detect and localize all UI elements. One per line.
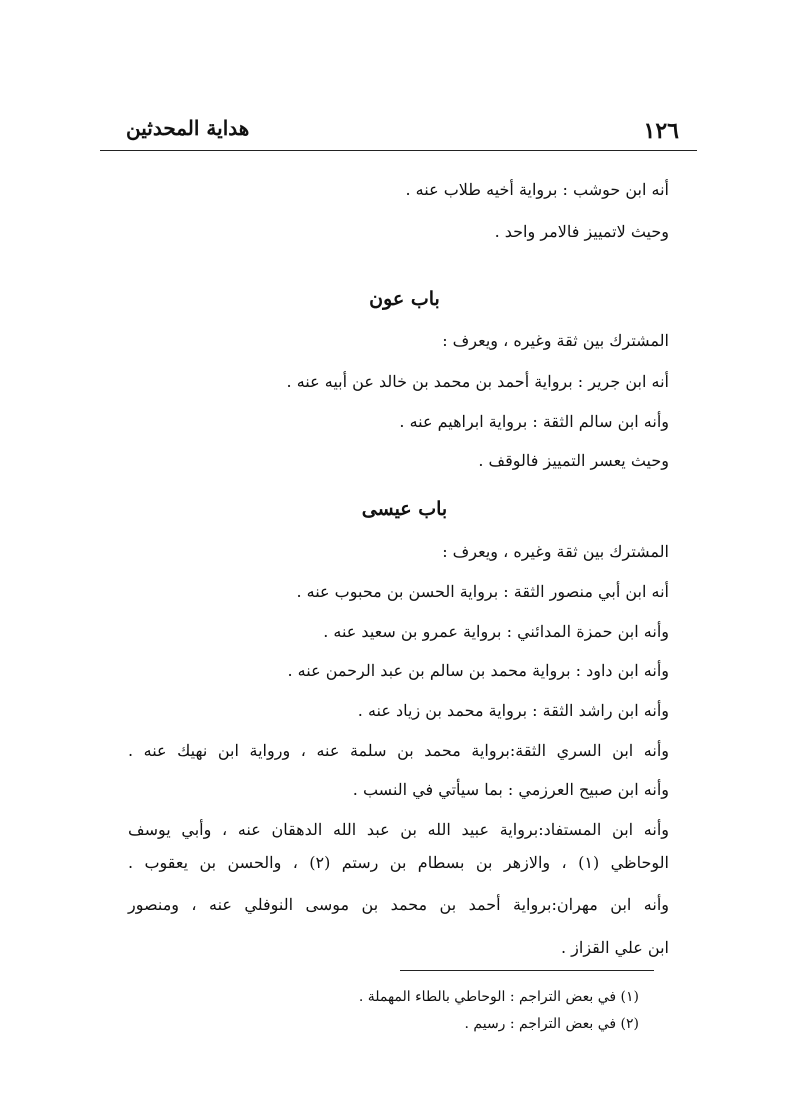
footnote: (٢) في بعض التراجم : رسيم . <box>464 1016 639 1032</box>
text-line: وأنه ابن راشد الثقة : برواية محمد بن زياد عنه . <box>357 701 669 720</box>
page-number: ١٢٦ <box>643 118 679 144</box>
text-line: وحيث يعسر التمييز فالوقف . <box>478 451 669 470</box>
running-title: هداية المحدثين <box>126 116 250 140</box>
text-line: الوحاظي (١) ، والازهر بن بسطام بن رستم (٢) ، والحسن بن يعقوب . <box>128 853 669 872</box>
text-line: وأنه ابن المستفاد:برواية عبيد الله بن عبد الله الدهقان عنه ، وأبي يوسف <box>128 820 669 839</box>
text-line: المشترك بين ثقة وغيره ، ويعرف : <box>442 542 669 561</box>
text-line: وأنه ابن صبيح العرزمي : بما سيأتي في النسب . <box>352 780 669 799</box>
header-rule <box>100 150 697 151</box>
section-heading-awn: باب عون <box>369 288 440 310</box>
footnote: (١) في بعض التراجم : الوحاطي بالطاء المهملة . <box>358 989 639 1005</box>
text-line: ابن علي القزاز . <box>560 938 669 957</box>
section-heading-isa: باب عيسى <box>361 498 448 520</box>
text-line: أنه ابن حوشب : برواية أخيه طلاب عنه . <box>405 180 669 199</box>
text-line: وحيث لاتمييز فالامر واحد . <box>494 222 669 241</box>
text-line: وأنه ابن السري الثقة:برواية محمد بن سلمة عنه ، ورواية ابن نهيك عنه . <box>128 741 669 760</box>
text-line: أنه ابن جرير : برواية أحمد بن محمد بن خالد عن أبيه عنه . <box>286 372 669 391</box>
footnote-rule <box>400 970 654 971</box>
text-line: وأنه ابن سالم الثقة : برواية ابراهيم عنه . <box>399 412 669 431</box>
text-line: وأنه ابن حمزة المدائني : برواية عمرو بن سعيد عنه . <box>323 622 669 641</box>
text-line: أنه ابن أبي منصور الثقة : برواية الحسن بن محبوب عنه . <box>296 582 669 601</box>
text-line: وأنه ابن مهران:برواية أحمد بن محمد بن موسى النوفلي عنه ، ومنصور <box>128 895 669 914</box>
text-line: وأنه ابن داود : برواية محمد بن سالم بن عبد الرحمن عنه . <box>287 661 669 680</box>
page-header <box>100 112 709 146</box>
text-line: المشترك بين ثقة وغيره ، ويعرف : <box>442 331 669 350</box>
